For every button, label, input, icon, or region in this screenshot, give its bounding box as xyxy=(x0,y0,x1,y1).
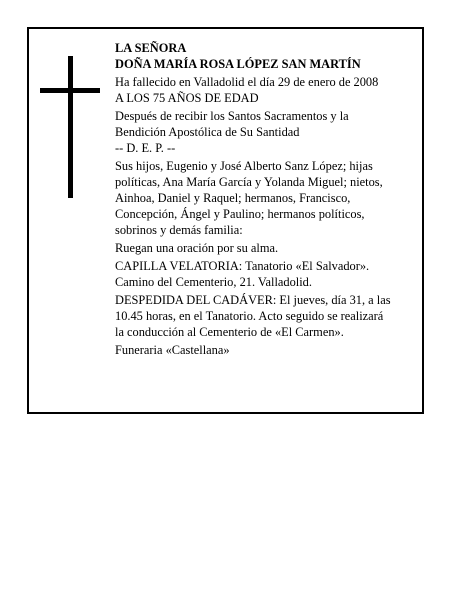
family-line: Sus hijos, Eugenio y José Alberto Sanz López; hijas xyxy=(115,159,373,173)
sacraments-line: Después de recibir los Santos Sacramentos y la xyxy=(115,109,349,123)
funeral-home-line: Funeraria «Castellana» xyxy=(115,343,230,357)
chapel-paragraph xyxy=(115,258,420,290)
farewell-line: la conducción al Cementerio de «El Carmen». xyxy=(115,325,344,339)
age-line: A LOS 75 AÑOS DE EDAD xyxy=(115,91,259,105)
family-line: sobrinos y demás familia: xyxy=(115,223,243,237)
death-date-line: Ha fallecido en Valladolid el día 29 de enero de 2008 xyxy=(115,75,379,89)
obituary-notice xyxy=(27,27,424,414)
rip-line: -- D. E. P. -- xyxy=(115,141,176,155)
cross-vertical-bar xyxy=(68,56,73,198)
deceased-name: DOÑA MARÍA ROSA LÓPEZ SAN MARTÍN xyxy=(115,57,361,71)
death-announcement xyxy=(115,74,420,106)
prayer-line: Ruegan una oración por su alma. xyxy=(115,241,279,255)
family-line: Concepción, Ángel y Paulino; hermanos políticos, xyxy=(115,207,365,221)
prayer-paragraph xyxy=(115,240,420,256)
cross-horizontal-bar xyxy=(40,88,100,93)
family-line: políticas, Ana María García y Yolanda Miguel; nietos, xyxy=(115,175,383,189)
family-paragraph xyxy=(115,158,420,238)
sacraments-line: Bendición Apostólica de Su Santidad xyxy=(115,125,300,139)
chapel-line: Camino del Cementerio, 21. Valladolid. xyxy=(115,275,312,289)
funeral-home-paragraph xyxy=(115,342,420,358)
farewell-line: DESPEDIDA DEL CADÁVER: El jueves, día 31, a las xyxy=(115,293,391,307)
latin-cross-icon xyxy=(40,56,100,198)
honorific: LA SEÑORA xyxy=(115,41,187,55)
farewell-paragraph xyxy=(115,292,420,340)
sacraments-paragraph xyxy=(115,108,420,156)
farewell-line: 10.45 horas, en el Tanatorio. Acto seguido se realizará xyxy=(115,309,384,323)
chapel-line: CAPILLA VELATORIA: Tanatorio «El Salvador». xyxy=(115,259,370,273)
notice-text xyxy=(115,40,420,358)
family-line: Ainhoa, Daniel y Raquel; hermanos, Francisco, xyxy=(115,191,351,205)
